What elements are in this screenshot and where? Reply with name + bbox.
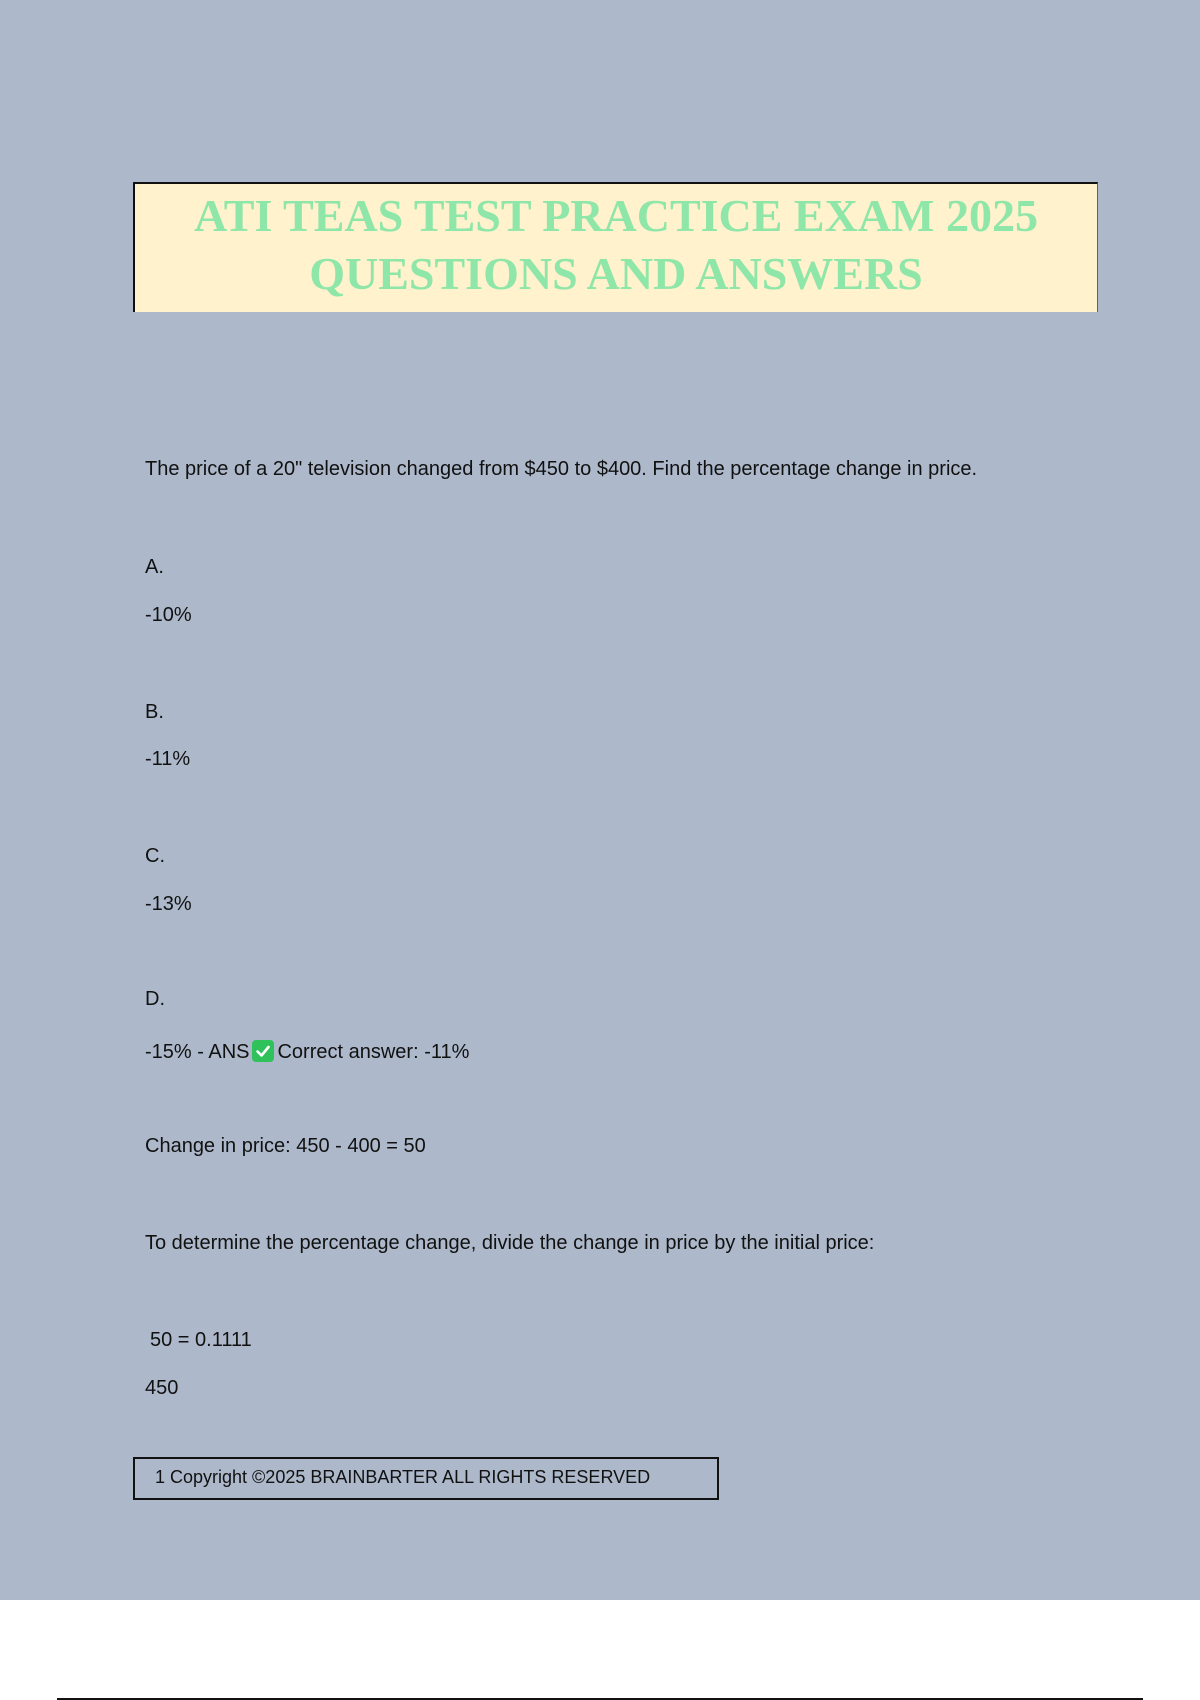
option-a-value: -10% bbox=[145, 604, 192, 626]
correct-answer: Correct answer: -11% bbox=[277, 1041, 470, 1063]
change-in-price: Change in price: 450 - 400 = 50 bbox=[145, 1135, 426, 1157]
explanation-instruction: To determine the percentage change, divide the change in price by the initial price: bbox=[145, 1232, 875, 1254]
option-a-letter: A. bbox=[145, 556, 164, 578]
option-d-value: -15% - ANS bbox=[145, 1041, 250, 1063]
option-d-letter: D. bbox=[145, 988, 165, 1010]
option-b-letter: B. bbox=[145, 701, 164, 723]
option-b-value: -11% bbox=[145, 748, 191, 770]
option-c-value: -13% bbox=[145, 893, 192, 915]
option-d-row bbox=[145, 1040, 469, 1064]
option-c-letter: C. bbox=[145, 845, 165, 867]
fraction-numerator-line: 50 = 0.1111 bbox=[150, 1329, 252, 1351]
title-line-1: ATI TEAS TEST PRACTICE EXAM 2025 bbox=[194, 190, 1038, 241]
title-line-2: QUESTIONS AND ANSWERS bbox=[309, 248, 923, 299]
fraction-denominator: 450 bbox=[145, 1377, 179, 1399]
check-box-icon bbox=[252, 1040, 274, 1062]
title-banner bbox=[133, 182, 1098, 312]
copyright-footer: 1 Copyright ©2025 BRAINBARTER ALL RIGHTS RESERVED bbox=[133, 1457, 719, 1500]
question-text: The price of a 20" television changed from $450 to $400. Find the percentage change in price. bbox=[145, 458, 978, 480]
